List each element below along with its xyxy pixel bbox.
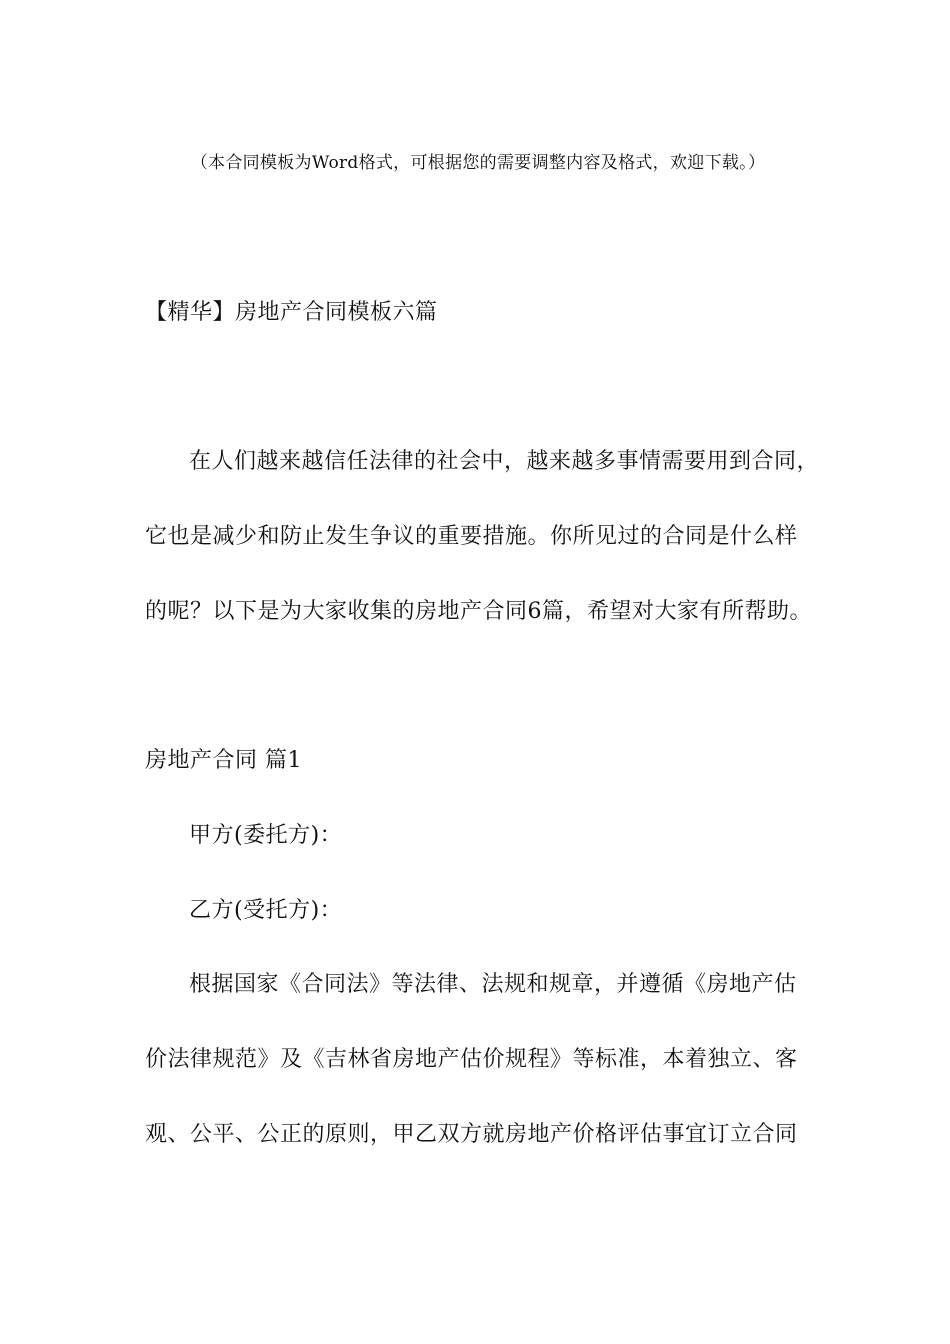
- body-line-2: 价法律规范》及《吉林省房地产估价规程》等标准，本着独立、客: [145, 1047, 798, 1072]
- document-title: 【精华】房地产合同模板六篇: [145, 300, 438, 325]
- template-notice: （本合同模板为Word格式，可根据您的需要调整内容及格式，欢迎下载。）: [190, 153, 766, 173]
- party-a-line: 甲方(委托方)：: [189, 823, 343, 848]
- intro-line-2: 它也是减少和防止发生争议的重要措施。你所见过的合同是什么样: [145, 524, 798, 549]
- party-b-line: 乙方(受托方)：: [189, 898, 343, 923]
- body-line-1: 根据国家《合同法》等法律、法规和规章，并遵循《房地产估: [189, 972, 797, 997]
- intro-line-1: 在人们越来越信任法律的社会中，越来越多事情需要用到合同，: [189, 449, 820, 474]
- intro-line-3: 的呢？以下是为大家收集的房地产合同6篇，希望对大家有所帮助。: [145, 599, 812, 624]
- body-line-3: 观、公平、公正的原则，甲乙双方就房地产价格评估事宜订立合同: [145, 1122, 798, 1147]
- section-heading: 房地产合同 篇1: [145, 748, 302, 773]
